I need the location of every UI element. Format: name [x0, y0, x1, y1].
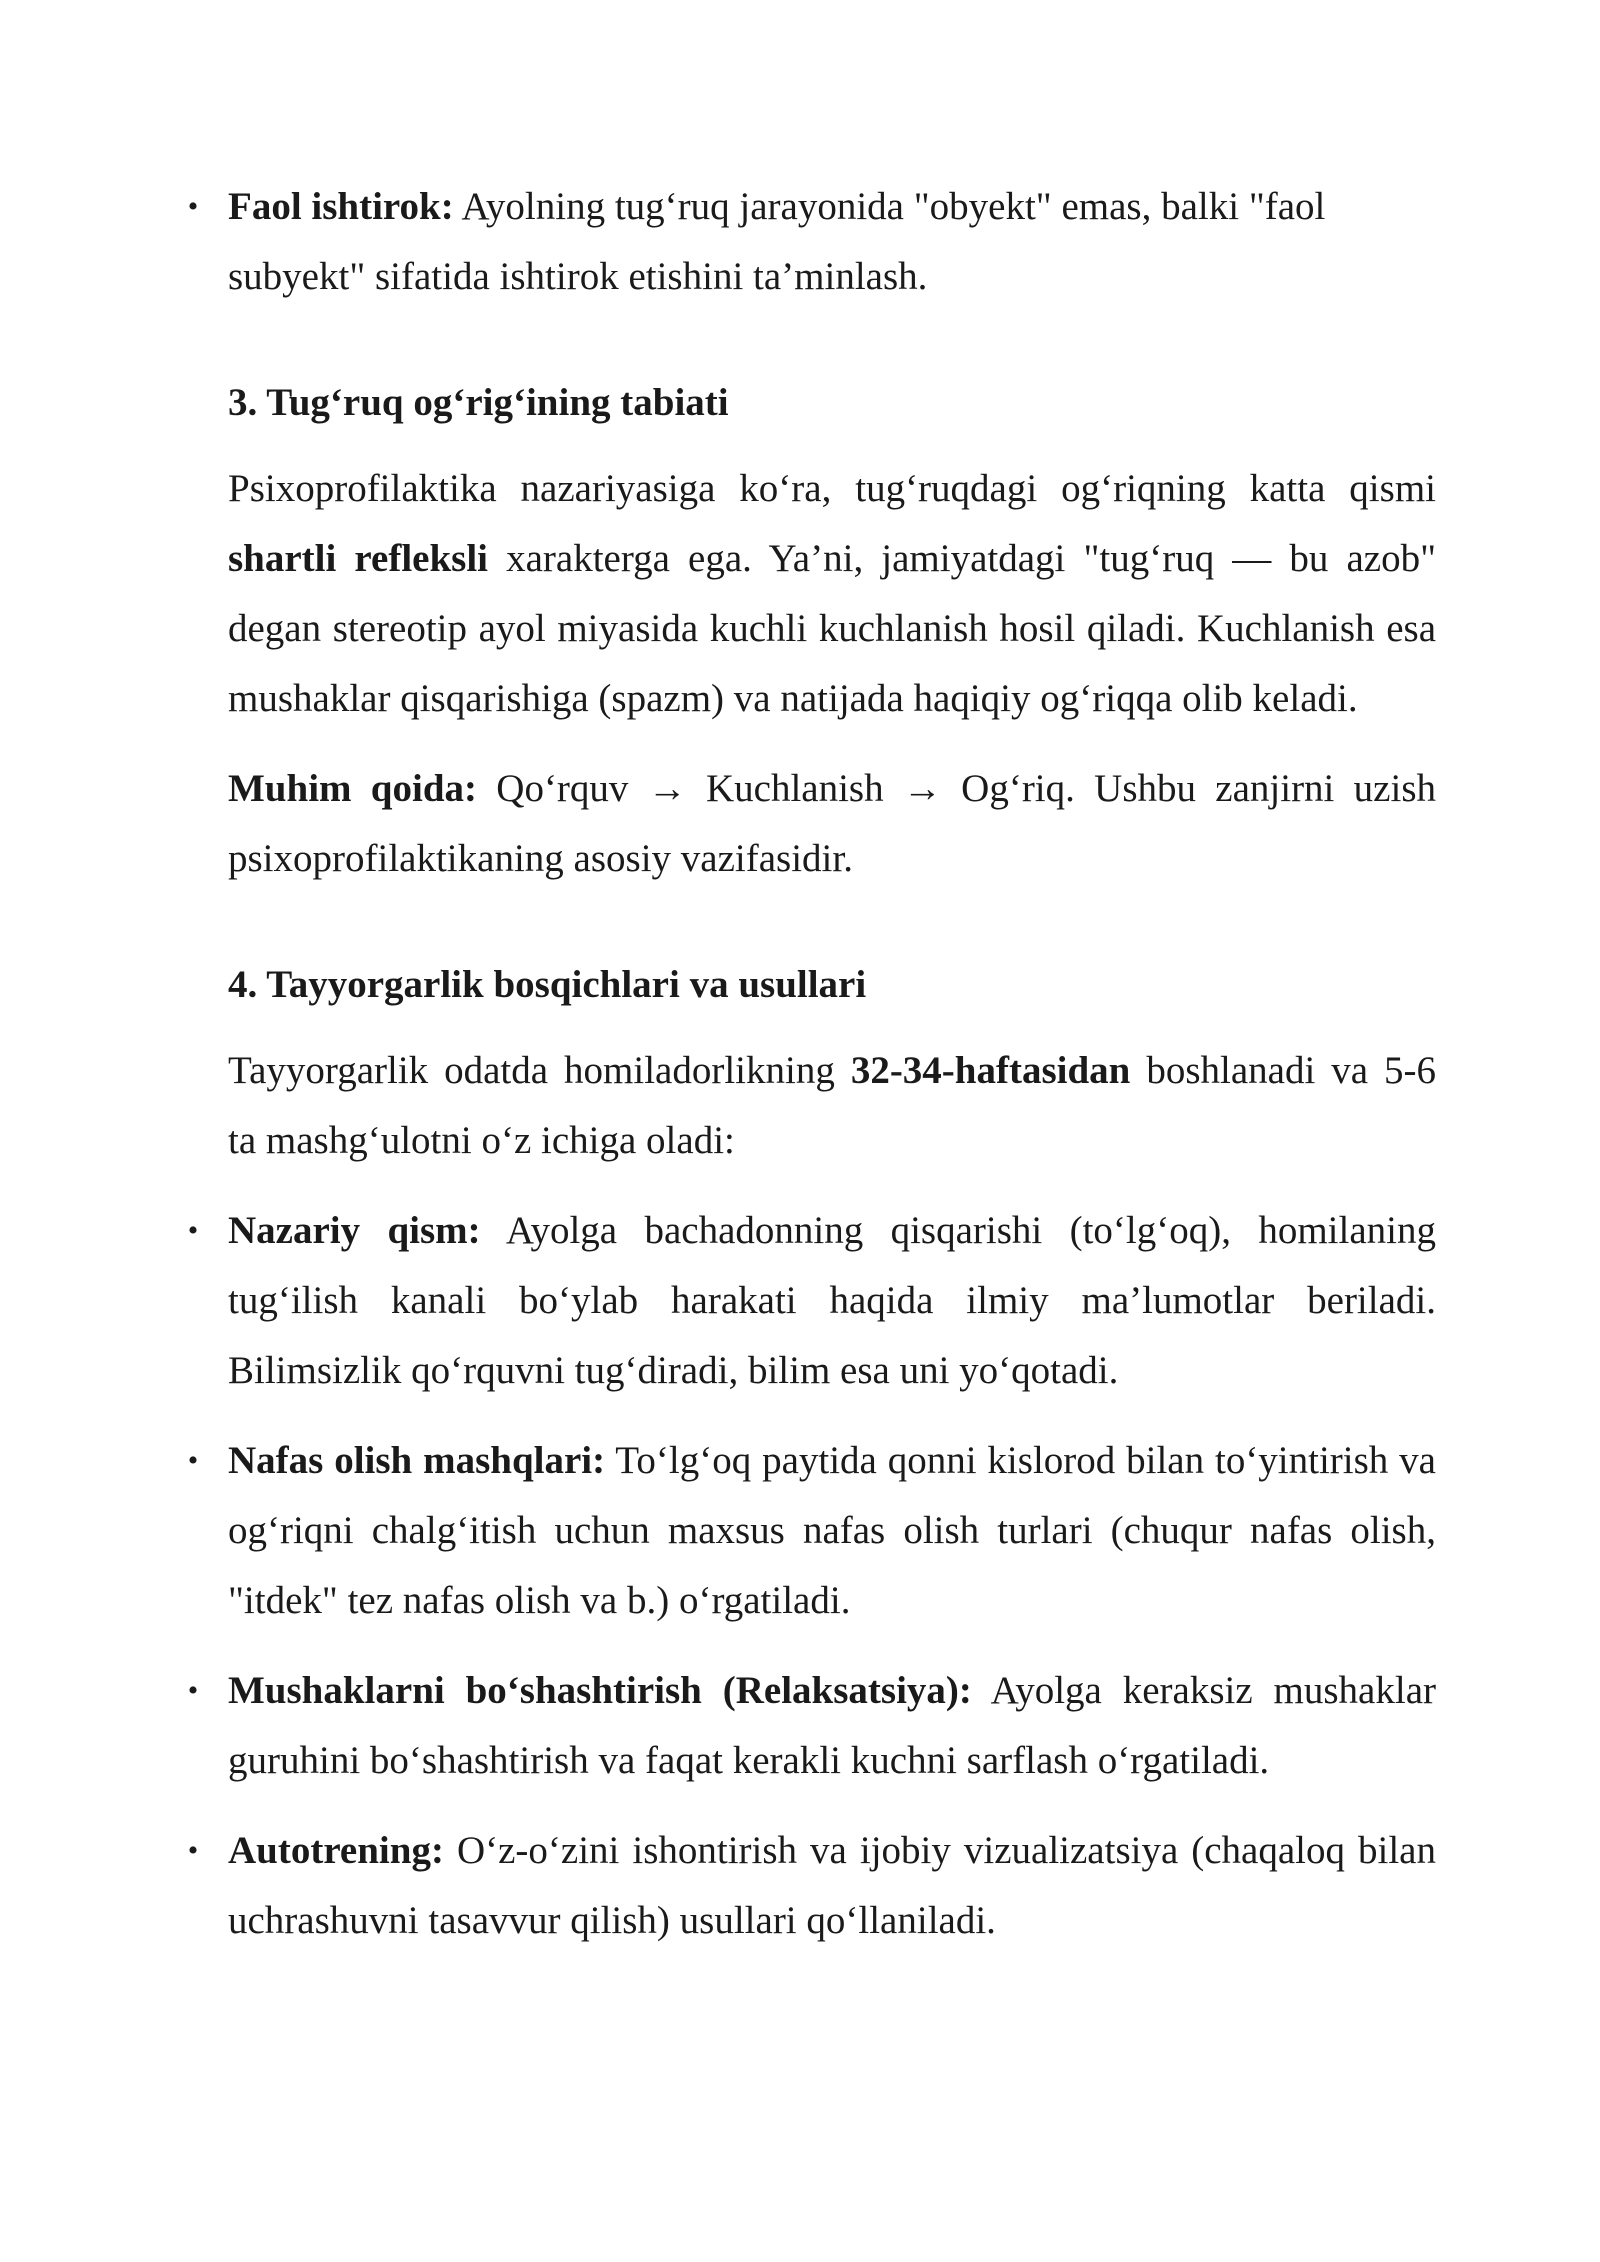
paragraph-text: xarakterga ega. Ya’ni, jamiyatdagi "tug‘ruq — bu azob" degan stereotip ayol miyasida kuchli kuchlanish hosil qiladi. Kuchlanish esa mushaklar qisqarishiga (spazm) va natijada haqiqiy og‘riqqa olib keladi. [228, 537, 1436, 720]
rule-text: Qo‘rquv → Kuchlanish → Og‘riq. Ushbu zanjirni uzish psixoprofilaktikaning asosiy vazifasidir. [228, 767, 1436, 880]
bullet-icon: • [187, 1214, 199, 1247]
bullet-text: Ayolga bachadonning qisqarishi (to‘lg‘oq), homilaning tug‘ilish kanali bo‘ylab harakati haqida ilmiy ma’lumotlar beriladi. Bilimsizlik qo‘rquvni tug‘diradi, bilim esa uni yo‘qotadi. [228, 1209, 1436, 1392]
paragraph-important-rule [228, 754, 1436, 894]
bullet-icon: • [187, 1444, 199, 1477]
bullet-icon: • [187, 1674, 199, 1707]
bullet-faol-ishtirok [187, 172, 1436, 312]
paragraph-text: Tayyorgarlik odatda homiladorlikning [228, 1049, 851, 1092]
bullet-label: Nazariy qism: [228, 1209, 481, 1252]
bullet-text: Ayolga keraksiz mushaklar guruhini bo‘shashtirish va faqat kerakli kuchni sarflash o‘rgatiladi. [228, 1669, 1436, 1782]
bullet-icon: • [187, 1834, 199, 1867]
document-content [187, 172, 1436, 1976]
section-heading-4: 4. Tayyorgarlik bosqichlari va usullari [228, 963, 867, 1006]
bullet-nazariy-qism [187, 1196, 1436, 1406]
bullet-relaksatsiya [187, 1656, 1436, 1796]
rule-label: Muhim qoida: [228, 767, 477, 810]
section-heading-3: 3. Tug‘ruq og‘rig‘ining tabiati [228, 381, 729, 424]
paragraph-preparation-intro [228, 1036, 1436, 1176]
paragraph-text: boshlanadi va 5-6 ta mashg‘ulotni o‘z ichiga oladi: [228, 1049, 1436, 1162]
bullet-icon: • [187, 190, 199, 223]
paragraph-bold: shartli refleksli [228, 537, 489, 580]
bullet-label: Autotrening: [228, 1829, 444, 1872]
paragraph-pain-nature [228, 454, 1436, 734]
bullet-text: To‘lg‘oq paytida qonni kislorod bilan to‘yintirish va og‘riqni chalg‘itish uchun maxsus nafas olish turlari (chuqur nafas olish, "itdek" tez nafas olish va b.) o‘rgatiladi. [228, 1439, 1436, 1622]
bullet-nafas-olish [187, 1426, 1436, 1636]
paragraph-text: Psixoprofilaktika nazariyasiga ko‘ra, tug‘ruqdagi og‘riqning katta qismi [228, 467, 1436, 510]
bullet-text: O‘z-o‘zini ishontirish va ijobiy vizualizatsiya (chaqaloq bilan uchrashuvni tasavvur qilish) usullari qo‘llaniladi. [228, 1829, 1436, 1942]
bullet-label: Mushaklarni bo‘shashtirish (Relaksatsiya): [228, 1669, 972, 1712]
paragraph-bold: 32-34-haftasidan [850, 1049, 1131, 1092]
bullet-text: Ayolning tug‘ruq jarayonida "obyekt" emas, balki "faol subyekt" sifatida ishtirok etishini ta’minlash. [228, 185, 1326, 298]
bullet-label: Faol ishtirok: [228, 185, 454, 228]
bullet-label: Nafas olish mashqlari: [228, 1439, 606, 1482]
bullet-autotrening [187, 1816, 1436, 1956]
